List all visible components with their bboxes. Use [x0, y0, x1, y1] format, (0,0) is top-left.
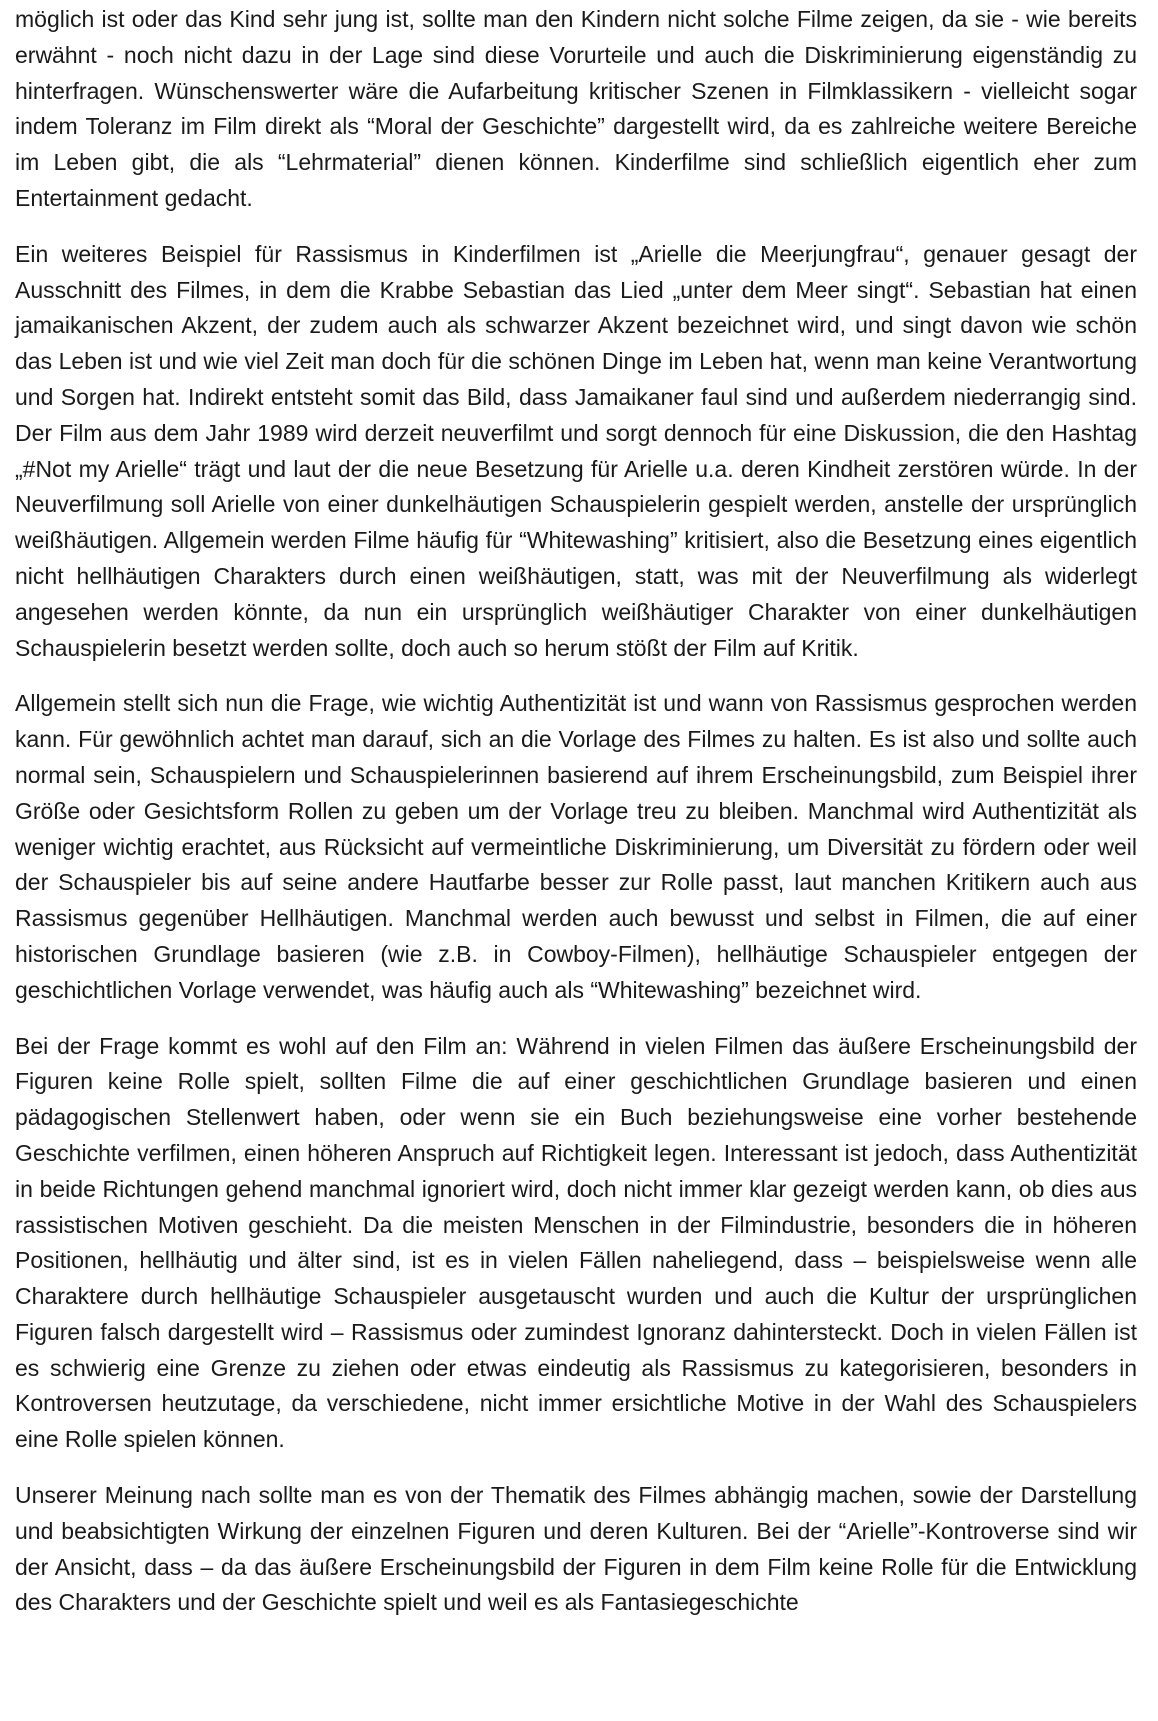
paragraph-2: Ein weiteres Beispiel für Rassismus in Kinderfilmen ist „Arielle die Meerjungfrau“, genauer gesagt der Ausschnitt des Filmes, in dem die Krabbe Sebastian das Lied „unter dem Meer singt“. Sebastian hat einen jamaikanischen Akzent, der zudem auch als schwarzer Akzent bezeichnet wird, und singt davon wie schön das Leben ist und wie viel Zeit man doch für die schönen Dinge im Leben hat, wenn man keine Verantwortung und Sorgen hat. Indirekt entsteht somit das Bild, dass Jamaikaner faul sind und außerdem niederrangig sind. Der Film aus dem Jahr 1989 wird derzeit neuverfilmt und sorgt dennoch für eine Diskussion, die den Hashtag „#Not my Arielle“ trägt und laut der die neue Besetzung für Arielle u.a. deren Kindheit zerstören würde. In der Neuverfilmung soll Arielle von einer dunkelhäutigen Schauspielerin gespielt werden, anstelle der ursprünglich weißhäutigen. Allgemein werden Filme häufig für “Whitewashing” kritisiert, also die Besetzung eines eigentlich nicht hellhäutigen Charakters durch einen weißhäutigen, statt, was mit der Neuverfilmung als widerlegt angesehen werden könnte, da nun ein ursprünglich weißhäutiger Charakter von einer dunkelhäutigen Schauspielerin besetzt werden sollte, doch auch so herum stößt der Film auf Kritik.: [15, 240, 1137, 661]
document-page: [15, 2, 1137, 1641]
paragraph-5: Unserer Meinung nach sollte man es von der Thematik des Filmes abhängig machen, sowie der Darstellung und beabsichtigten Wirkung der einzelnen Figuren und deren Kulturen. Bei der “Arielle”-Kontroverse sind wir der Ansicht, dass – da das äußere Erscheinungsbild der Figuren in dem Film keine Rolle für die Entwicklung des Charakters und der Geschichte spielt und weil es als Fantasiegeschichte: [15, 1482, 1137, 1616]
paragraph-3: Allgemein stellt sich nun die Frage, wie wichtig Authentizität ist und wann von Rassismus gesprochen werden kann. Für gewöhnlich achtet man darauf, sich an die Vorlage des Filmes zu halten. Es ist also und sollte auch normal sein, Schauspielern und Schauspielerinnen basierend auf ihrem Erscheinungsbild, zum Beispiel ihrer Größe oder Gesichtsform Rollen zu geben um der Vorlage treu zu bleiben. Manchmal wird Authentizität als weniger wichtig erachtet, aus Rücksicht auf vermeintliche Diskriminierung, um Diversität zu fördern oder weil der Schauspieler bis auf seine andere Hautfarbe besser zur Rolle passt, laut manchen Kritikern auch aus Rassismus gegenüber Hellhäutigen. Manchmal werden auch bewusst und selbst in Filmen, die auf einer historischen Grundlage basieren (wie z.B. in Cowboy-Filmen), hellhäutige Schauspieler entgegen der geschichtlichen Vorlage verwendet, was häufig auch als “Whitewashing” bezeichnet wird.: [15, 690, 1137, 1003]
paragraph-1: möglich ist oder das Kind sehr jung ist, sollte man den Kindern nicht solche Filme zeigen, da sie - wie bereits erwähnt - noch nicht dazu in der Lage sind diese Vorurteile und auch die Diskriminierung eigenständig zu hinterfragen. Wünschenswerter wäre die Aufarbeitung kritischer Szenen in Filmklassikern - vielleicht sogar indem Toleranz im Film direkt als “Moral der Geschichte” dargestellt wird, da es zahlreiche weitere Bereiche im Leben gibt, die als “Lehrmaterial” dienen können. Kinderfilme sind schließlich eigentlich eher zum Entertainment gedacht.: [15, 6, 1137, 211]
paragraph-4: Bei der Frage kommt es wohl auf den Film an: Während in vielen Filmen das äußere Erscheinungsbild der Figuren keine Rolle spielt, sollten Filme die auf einer geschichtlichen Grundlage basieren und einen pädagogischen Stellenwert haben, oder wenn sie ein Buch beziehungsweise eine vorher bestehende Geschichte verfilmen, einen höheren Anspruch auf Richtigkeit legen. Interessant ist jedoch, dass Authentizität in beide Richtungen gehend manchmal ignoriert wird, doch nicht immer klar gezeigt werden kann, ob dies aus rassistischen Motiven geschieht. Da die meisten Menschen in der Filmindustrie, besonders die in höheren Positionen, hellhäutig und älter sind, ist es in vielen Fällen naheliegend, dass – beispielsweise wenn alle Charaktere durch hellhäutige Schauspieler ausgetauscht wurden und auch die Kultur der ursprünglichen Figuren falsch dargestellt wird – Rassismus oder zumindest Ignoranz dahintersteckt. Doch in vielen Fällen ist es schwierig eine Grenze zu ziehen oder etwas eindeutig als Rassismus zu kategorisieren, besonders in Kontroversen heutzutage, da verschiedene, nicht immer ersichtliche Motive in der Wahl des Schauspielers eine Rolle spielen können.: [15, 1032, 1137, 1453]
